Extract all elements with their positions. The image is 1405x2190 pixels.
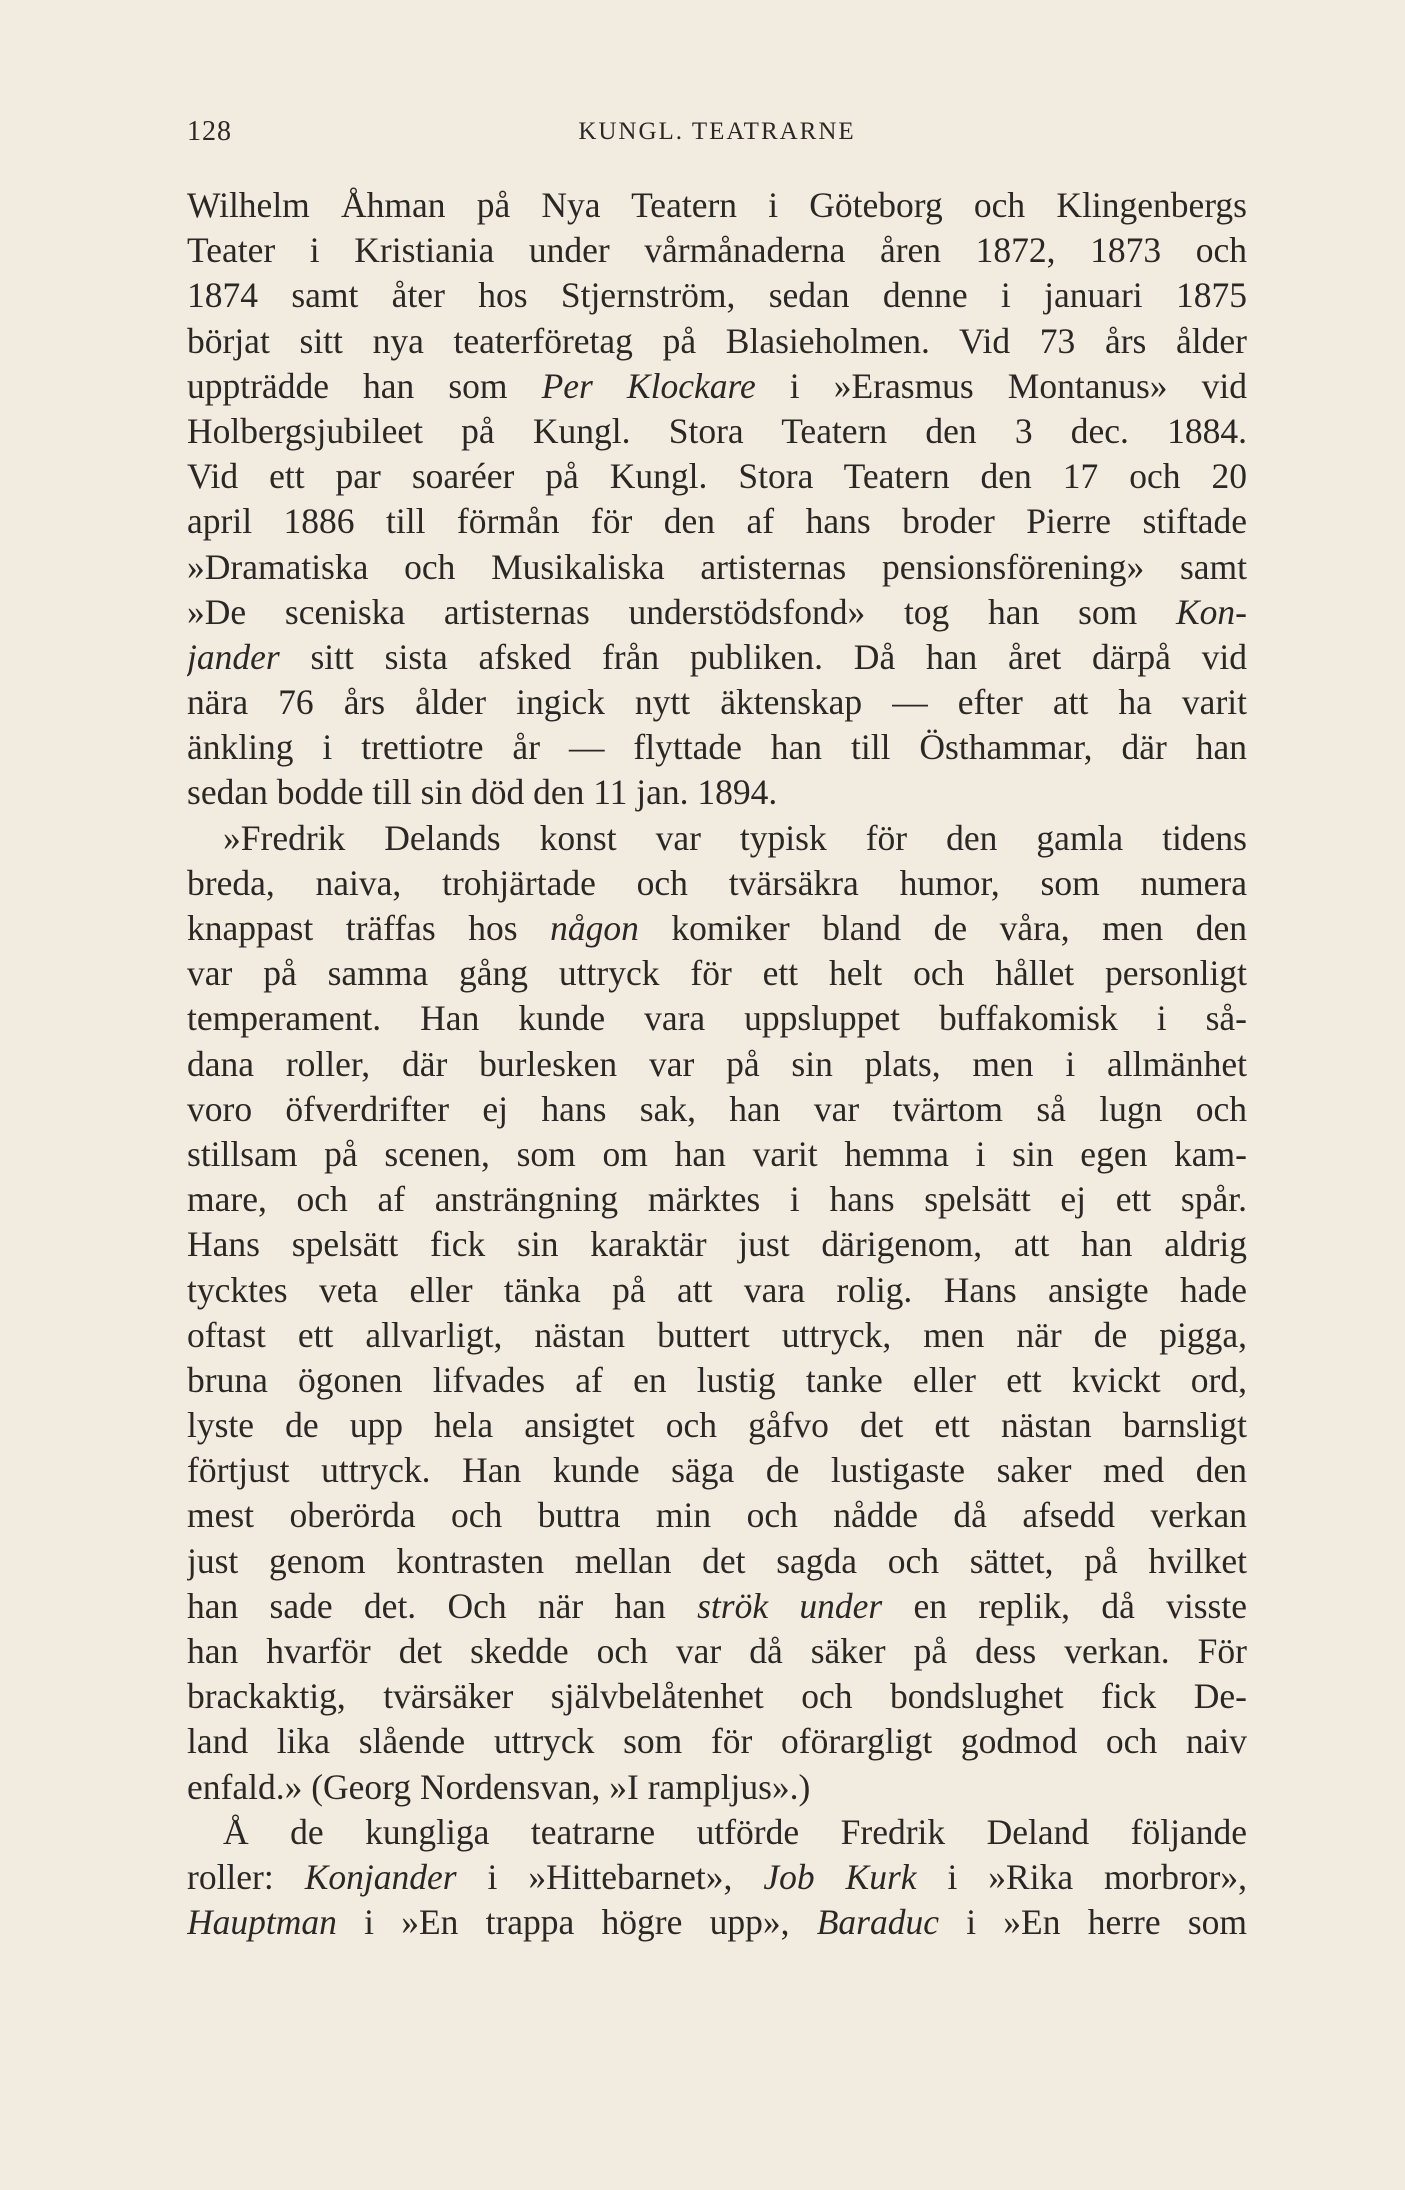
italic-text: Hauptman: [187, 1902, 337, 1943]
text-segment: han hvarför det skedde och var då säker på dess verkan. För: [187, 1631, 1247, 1671]
text-segment: stillsam på scenen, som om han varit hemma i sin egen kam-: [187, 1133, 1247, 1174]
text-segment: i »Hittebarnet»,: [456, 1856, 764, 1897]
text-segment: april 1886 till förmån för den af hans broder Pierre stiftade: [187, 501, 1247, 542]
italic-text: någon: [550, 908, 639, 948]
text-segment: oftast ett allvarligt, nästan buttert uttryck, men när de pigga,: [187, 1314, 1247, 1355]
text-line: [187, 319, 1247, 364]
text-line: [187, 1493, 1247, 1538]
text-segment: bruna ögonen lifvades af en lustig tanke eller ett kvickt ord,: [187, 1359, 1247, 1400]
text-segment: brackaktig, tvärsäker självbelåtenhet och bondslughet fick De-: [187, 1676, 1247, 1717]
text-segment: lyste de upp hela ansigtet och gåfvo det ett nästan barnsligt: [187, 1405, 1247, 1446]
text-segment: mare, och af ansträngning märktes i hans spelsätt ej ett spår.: [187, 1179, 1247, 1220]
text-segment: var på samma gång uttryck för ett helt och hållet personligt: [187, 953, 1247, 994]
text-line: [187, 906, 1247, 951]
text-segment: just genom kontrasten mellan det sagda och sättet, på hvilket: [187, 1540, 1247, 1581]
text-line: [187, 951, 1247, 996]
text-segment: voro öfverdrifter ej hans sak, han var tvärtom så lugn och: [187, 1088, 1247, 1129]
text-segment: i »Rika morbror»,: [916, 1856, 1247, 1897]
italic-text: Per Klockare: [541, 365, 756, 406]
text-line: [187, 1629, 1247, 1674]
text-line: [187, 1042, 1247, 1087]
body-text: [187, 183, 1247, 1945]
text-segment: han sade det. Och när han: [187, 1585, 698, 1626]
text-line: [187, 1358, 1247, 1403]
text-line: [187, 1177, 1247, 1222]
text-line: [187, 996, 1247, 1041]
text-line: [187, 1313, 1247, 1358]
text-segment: roller:: [187, 1856, 305, 1897]
text-line: [187, 1222, 1247, 1267]
text-line: [187, 1855, 1247, 1900]
italic-text: strök under: [697, 1585, 883, 1626]
text-line: [187, 725, 1247, 770]
italic-text: Kon-: [1176, 591, 1247, 632]
text-line: [187, 1765, 1247, 1810]
italic-text: jander: [187, 636, 280, 677]
text-segment: mest oberörda och buttra min och nådde då afsedd verkan: [187, 1495, 1247, 1536]
text-line: [187, 364, 1247, 409]
text-line: [187, 770, 1247, 815]
text-line: [187, 1900, 1247, 1945]
text-segment: enfald.» (Georg Nordensvan, »I rampljus».): [187, 1766, 811, 1807]
text-segment: Wilhelm Åhman på Nya Teatern i Göteborg och Klingenbergs: [187, 185, 1247, 225]
text-line: [187, 861, 1247, 906]
text-segment: Teater i Kristiania under vårmånaderna åren 1872, 1873 och: [187, 230, 1247, 271]
text-segment: Å de kungliga teatrarne utförde Fredrik Deland följande: [223, 1811, 1247, 1852]
text-line: [187, 499, 1247, 544]
page-number: 128: [187, 116, 232, 147]
text-line: [187, 1584, 1247, 1629]
text-segment: nära 76 års ålder ingick nytt äktenskap — efter att ha varit: [187, 682, 1247, 723]
text-segment: »Dramatiska och Musikaliska artisternas pensionsförening» samt: [187, 546, 1247, 587]
text-segment: dana roller, där burlesken var på sin plats, men i allmänhet: [187, 1043, 1247, 1084]
text-segment: Hans spelsätt fick sin karaktär just därigenom, att han aldrig: [187, 1224, 1247, 1265]
text-line: [187, 183, 1247, 228]
text-line: [187, 1719, 1247, 1764]
text-segment: i »En herre som: [938, 1902, 1247, 1943]
text-segment: sitt sista afsked från publiken. Då han året därpå vid: [279, 636, 1247, 677]
text-segment: i »Erasmus Montanus» vid: [755, 365, 1247, 406]
text-segment: i »En trappa högre upp»,: [336, 1902, 817, 1943]
text-line: [187, 1268, 1247, 1313]
text-segment: änkling i trettiotre år — flyttade han till Östhammar, där han: [187, 727, 1247, 768]
text-segment: en replik, då visste: [882, 1585, 1247, 1626]
text-line: [187, 1539, 1247, 1584]
text-line: [187, 635, 1247, 680]
text-segment: breda, naiva, trohjärtade och tvärsäkra humor, som numera: [187, 862, 1247, 903]
text-segment: temperament. Han kunde vara uppsluppet buffakomisk i så-: [187, 998, 1247, 1039]
text-segment: »Fredrik Delands konst var typisk för den gamla tidens: [223, 817, 1247, 858]
text-line: [187, 1403, 1247, 1448]
text-segment: Holbergsjubileet på Kungl. Stora Teatern den 3 dec. 1884.: [187, 410, 1247, 451]
text-line: [187, 816, 1247, 861]
text-segment: komiker bland de våra, men den: [638, 908, 1247, 948]
text-line: [187, 409, 1247, 454]
text-line: [187, 1448, 1247, 1493]
text-line: [187, 1087, 1247, 1132]
text-segment: sedan bodde till sin död den 11 jan. 1894.: [187, 772, 778, 813]
italic-text: Job Kurk: [763, 1856, 917, 1897]
text-line: [187, 1810, 1247, 1855]
running-head: [187, 112, 1247, 152]
text-segment: 1874 samt åter hos Stjernström, sedan denne i januari 1875: [187, 275, 1247, 316]
running-title: KUNGL. TEATRARNE: [578, 118, 856, 145]
text-segment: förtjust uttryck. Han kunde säga de lustigaste saker med den: [187, 1450, 1247, 1491]
text-line: [187, 1132, 1247, 1177]
text-segment: börjat sitt nya teaterföretag på Blasieholmen. Vid 73 års ålder: [187, 320, 1247, 361]
text-line: [187, 590, 1247, 635]
italic-text: Konjander: [304, 1856, 457, 1897]
text-segment: knappast träffas hos: [187, 908, 551, 948]
text-segment: Vid ett par soaréer på Kungl. Stora Teatern den 17 och 20: [187, 456, 1247, 497]
text-line: [187, 228, 1247, 273]
text-line: [187, 273, 1247, 318]
text-line: [187, 454, 1247, 499]
text-segment: »De sceniska artisternas understödsfond» tog han som: [187, 591, 1176, 632]
text-line: [187, 545, 1247, 590]
text-segment: tycktes veta eller tänka på att vara rolig. Hans ansigte hade: [187, 1269, 1247, 1310]
text-segment: land lika slående uttryck som för oförargligt godmod och naiv: [187, 1721, 1247, 1762]
text-segment: uppträdde han som: [187, 365, 542, 406]
text-line: [187, 680, 1247, 725]
text-line: [187, 1674, 1247, 1719]
italic-text: Baraduc: [816, 1902, 939, 1943]
